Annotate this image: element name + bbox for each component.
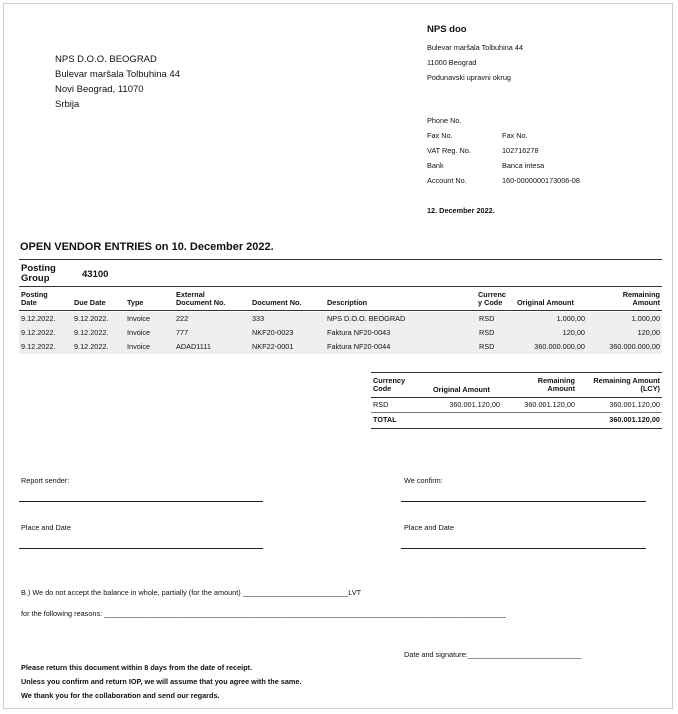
cell-external-doc: ADAD1111 (176, 342, 211, 351)
company-address-line: 11000 Beograd (427, 58, 477, 67)
cell-posting-date: 9.12.2022. (21, 328, 56, 337)
col-header-posting-date: Posting Date (21, 290, 48, 307)
cell-document-no: NKF20-0023 (252, 328, 294, 337)
we-confirm-label: We confirm: (404, 476, 443, 485)
col-header-type: Type (127, 298, 144, 307)
we-confirm-line (401, 501, 646, 502)
recipient-line: NPS D.O.O. BEOGRAD (55, 54, 157, 65)
cell-original: 360.000.000,00 (534, 342, 585, 351)
detail-label: Phone No. (427, 116, 462, 125)
group-divider (19, 286, 662, 287)
cell-description: NPS D.O.O. BEOGRAD (327, 314, 406, 323)
cell-original: 120,00 (562, 328, 585, 337)
company-details (427, 113, 657, 188)
col-header-remaining: Remaining Amount (622, 290, 660, 307)
cell-document-no: 333 (252, 314, 265, 323)
entries-table (19, 312, 662, 354)
detail-value: 102716278 (502, 146, 539, 155)
col-header-due-date: Due Date (74, 298, 106, 307)
summary-header-remaining-lcy: Remaining Amount (LCY) (593, 376, 660, 393)
date-signature: Date and signature:____________________________ (404, 650, 582, 659)
recipient-line: Novi Beograd, 11070 (55, 84, 144, 95)
footer-line: Unless you confirm and return IOP, we will assume that you agree with the same. (21, 677, 302, 686)
recipient-line: Bulevar maršala Tolbuhina 44 (55, 69, 180, 80)
cell-remaining: 360.000.000,00 (609, 342, 660, 351)
detail-row-account (427, 173, 657, 188)
detail-label: Account No. (427, 176, 467, 185)
place-date-left-line (19, 548, 263, 549)
footer-line: We thank you for the collaboration and send our regards. (21, 691, 220, 700)
cell-type: Invoice (127, 342, 151, 351)
cell-description: Faktura NF20-0043 (327, 328, 391, 337)
company-address (427, 40, 523, 85)
cell-type: Invoice (127, 328, 151, 337)
col-header-original: Original Amount (517, 298, 574, 307)
summary-cell-remaining: 360.001.120,00 (524, 400, 575, 409)
detail-row-bank (427, 158, 657, 173)
detail-value: 160-0000000173006-08 (502, 176, 580, 185)
summary-bottom-divider (371, 428, 662, 429)
table-row (19, 340, 662, 354)
summary-top-divider (371, 372, 662, 373)
footer-line: Please return this document within 8 days from the date of receipt. (21, 663, 253, 672)
cell-remaining: 120,00 (637, 328, 660, 337)
summary-header-currency: Currency Code (373, 376, 406, 393)
place-date-right-line (401, 548, 646, 549)
cell-original: 1.000,00 (556, 314, 585, 323)
cell-due-date: 9.12.2022. (74, 314, 109, 323)
summary-header-remaining: Remaining Amount (537, 376, 575, 393)
recipient-address (55, 52, 180, 112)
detail-label: Fax No. (427, 131, 453, 140)
footer (21, 661, 301, 703)
detail-row-phone (427, 113, 657, 128)
company-address-line: Podunavski upravni okrug (427, 73, 511, 82)
cell-type: Invoice (127, 314, 151, 323)
summary-total-label: TOTAL (373, 415, 397, 424)
detail-value: Banca intesa (502, 161, 545, 170)
cell-external-doc: 777 (176, 328, 189, 337)
header-divider (19, 310, 662, 311)
col-header-external-doc: External Document No. (176, 290, 226, 307)
cell-due-date: 9.12.2022. (74, 328, 109, 337)
cell-currency: RSD (479, 342, 495, 351)
report-sender-line (19, 501, 263, 502)
company-address-line: Bulevar maršala Tolbuhina 44 (427, 43, 523, 52)
cell-description: Faktura NF20-0044 (327, 342, 391, 351)
summary-cell-currency: RSD (373, 400, 389, 409)
table-row (19, 312, 662, 326)
title-divider (19, 259, 662, 260)
cell-due-date: 9.12.2022. (74, 342, 109, 351)
posting-group-value: 43100 (82, 269, 109, 280)
cell-posting-date: 9.12.2022. (21, 314, 56, 323)
table-row (19, 326, 662, 340)
posting-group-label: Posting Group (21, 263, 56, 284)
col-header-currency: Currenc y Code (478, 290, 506, 307)
summary-header-original: Original Amount (433, 385, 490, 394)
summary-total-value: 360.001.120,00 (609, 415, 660, 424)
balance-statement: B.) We do not accept the balance in whole, partially (for the amount) __________________________LVT (21, 588, 362, 597)
cell-document-no: NKF22-0001 (252, 342, 294, 351)
report-sender-label: Report sender: (21, 476, 70, 485)
cell-currency: RSD (479, 314, 495, 323)
place-date-left-label: Place and Date (21, 523, 71, 532)
document-date: 12. December 2022. (427, 206, 495, 215)
cell-external-doc: 222 (176, 314, 189, 323)
detail-label: VAT Reg. No. (427, 146, 471, 155)
cell-posting-date: 9.12.2022. (21, 342, 56, 351)
detail-row-vat (427, 143, 657, 158)
summary-cell-remaining-lcy: 360.001.120,00 (609, 400, 660, 409)
recipient-line: Srbija (55, 99, 80, 110)
detail-label: Bank (427, 161, 444, 170)
reasons-statement: for the following reasons: ___________________________________________________________________________________________________ (21, 609, 506, 618)
cell-remaining: 1.000,00 (631, 314, 660, 323)
report-title: OPEN VENDOR ENTRIES on 10. December 2022. (20, 241, 274, 253)
col-header-document-no: Document No. (252, 298, 302, 307)
detail-row-fax (427, 128, 657, 143)
summary-cell-original: 360.001.120,00 (449, 400, 500, 409)
place-date-right-label: Place and Date (404, 523, 454, 532)
cell-currency: RSD (479, 328, 495, 337)
detail-value: Fax No. (502, 131, 528, 140)
company-name: NPS doo (427, 24, 467, 35)
col-header-description: Description (327, 298, 368, 307)
